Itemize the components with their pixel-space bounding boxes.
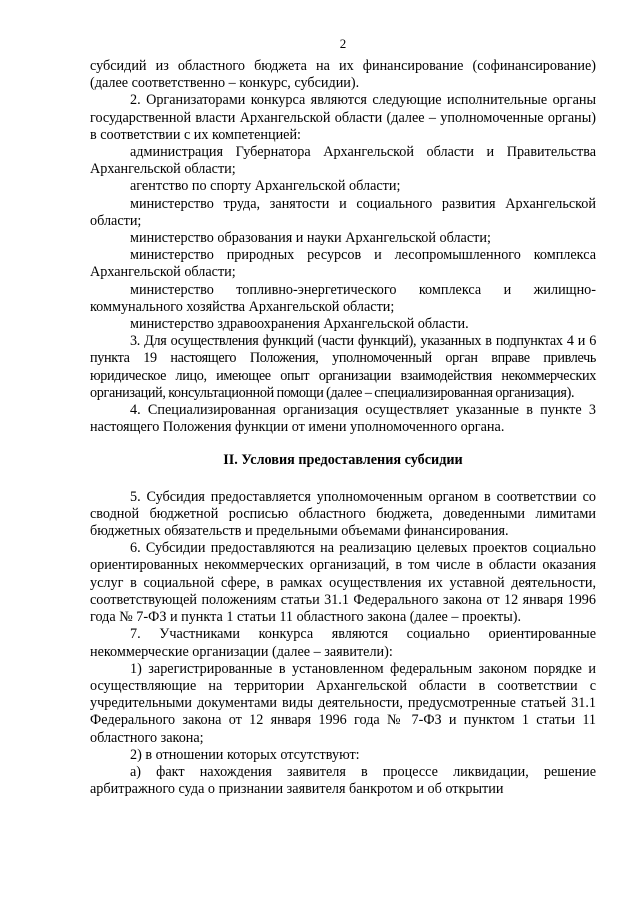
page-number: 2 xyxy=(339,36,347,51)
section-heading: II. Условия предоставления субсидии xyxy=(223,452,463,469)
subitem-1: 1) зарегистрированные в установленном федеральным законом порядке и осуществляющие на территории Архангельской области в соответствии с учредительными документами виды деятельности, предусмотренные статьей 31.1 Федерального закона от 12 января 1996 года № 7-ФЗ и пунктом 1 статьи 11 областного закона; xyxy=(90,660,596,746)
paragraph-item-2: 2. Организаторами конкурса являются следующие исполнительные органы государственной власти Архангельской области (далее – уполномоченные органы) в соответствии с их компетенцией: xyxy=(90,92,596,143)
organizer-list-item: министерство природных ресурсов и лесопромышленного комплекса Архангельской области; xyxy=(90,247,596,281)
paragraph-item-7: 7. Участниками конкурса являются социально ориентированные некоммерческие организации (далее – заявители): xyxy=(90,626,596,660)
document-page xyxy=(90,36,596,798)
organizer-list-item: министерство образования и науки Архангельской области; xyxy=(130,230,491,247)
paragraph-item-3: 3. Для осуществления функций (части функций), указанных в подпунктах 4 и 6 пункта 19 настоящего Положения, уполномоченный орган вправе привлечь юридическое лицо, имеющее опыт организации взаимодействия некоммерческих организаций, консультационной помощи (далее – специализированная организация). xyxy=(90,333,596,401)
paragraph-item-4: 4. Специализированная организация осуществляет указанные в пункте 3 настоящего Положения функции от имени уполномоченного органа. xyxy=(90,402,596,436)
organizer-list-item: администрация Губернатора Архангельской области и Правительства Архангельской области; xyxy=(90,144,596,178)
organizer-list-item: министерство здравоохранения Архангельской области. xyxy=(130,316,469,333)
organizer-list-item: агентство по спорту Архангельской области; xyxy=(130,178,401,195)
subitem-2a: а) факт нахождения заявителя в процессе ликвидации, решение арбитражного суда о признании заявителя банкротом и об открытии xyxy=(90,763,596,798)
paragraph-item-6: 6. Субсидии предоставляются на реализацию целевых проектов социально ориентированных некоммерческих организаций, в том числе в области оказания услуг в социальной сфере, в рамках осуществления их уставной деятельности, соответствующей положениям статьи 31.1 Федерального закона от 12 января 1996 года № 7-ФЗ и пункта 1 статьи 11 областного закона (далее – проекты). xyxy=(90,540,596,626)
paragraph-continuation: субсидий из областного бюджета на их финансирование (софинансирование) (далее соответственно – конкурс, субсидии). xyxy=(90,58,596,92)
organizer-list-item: министерство топливно-энергетического комплекса и жилищно-коммунального хозяйства Архангельской области; xyxy=(90,281,596,315)
organizer-list-item: министерство труда, занятости и социального развития Архангельской области; xyxy=(90,195,596,229)
subitem-2: 2) в отношении которых отсутствуют: xyxy=(130,746,360,763)
paragraph-item-5: 5. Субсидия предоставляется уполномоченным органом в соответствии со сводной бюджетной росписью областного бюджета, доведенными лимитами бюджетных обязательств и предельными объемами финансирования. xyxy=(90,488,596,540)
